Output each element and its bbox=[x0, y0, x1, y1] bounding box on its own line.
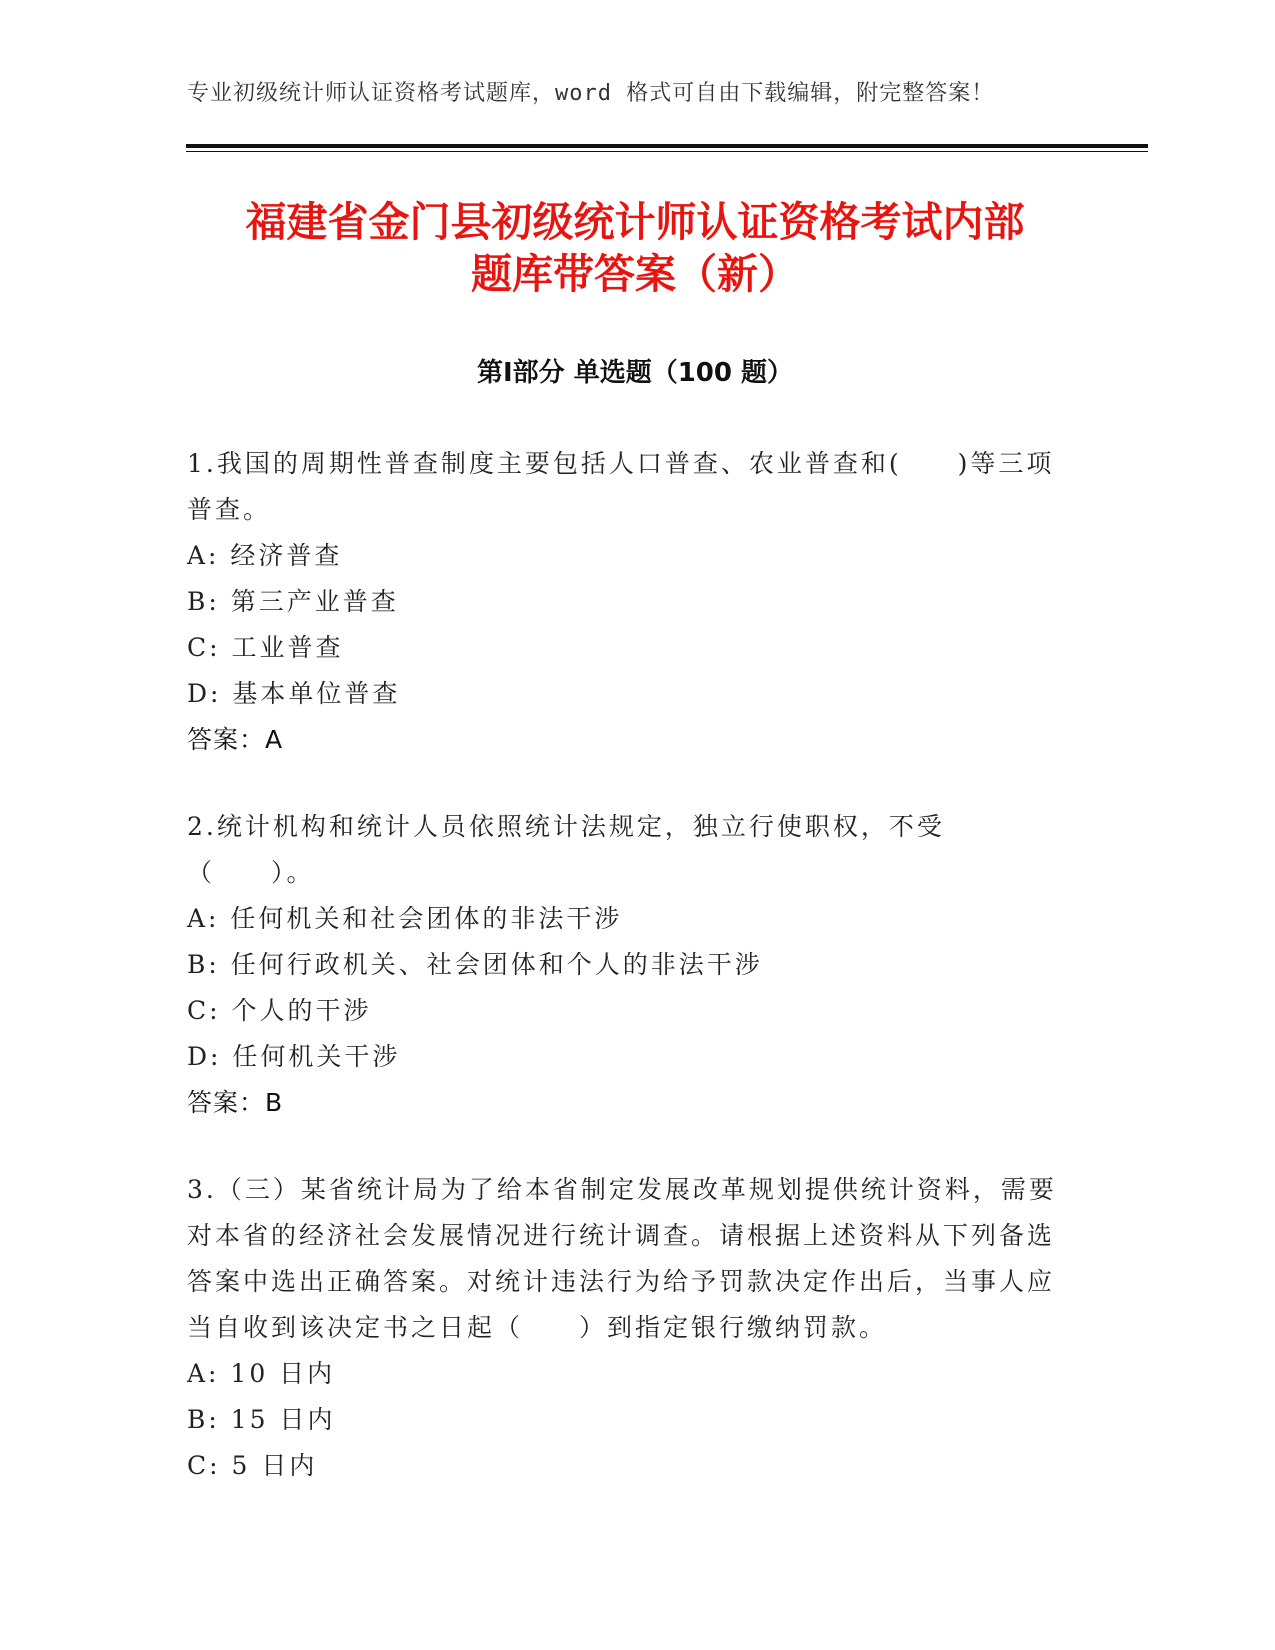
header-note: 专业初级统计师认证资格考试题库，word 格式可自由下载编辑，附完整答案！ bbox=[187, 81, 995, 106]
answer-line: 答案：A bbox=[187, 725, 284, 754]
option-list bbox=[187, 1351, 1057, 1489]
option-b: B: 第三产业普查 bbox=[187, 587, 399, 616]
question-stem: 1.我国的周期性普查制度主要包括人口普查、农业普查和( )等三项普查。 bbox=[187, 449, 1055, 524]
option-c: C: 个人的干涉 bbox=[187, 996, 372, 1025]
option-b: B: 15 日内 bbox=[187, 1405, 336, 1434]
option-a: A: 经济普查 bbox=[187, 541, 343, 570]
document-title bbox=[186, 196, 1084, 300]
option-c: C: 工业普查 bbox=[187, 633, 344, 662]
option-d: D: 任何机关干涉 bbox=[187, 1042, 401, 1071]
document-title-line2: 题库带答案（新） bbox=[471, 250, 799, 298]
document-title-line1: 福建省金门县初级统计师认证资格考试内部 bbox=[245, 198, 1025, 246]
question-item bbox=[187, 1167, 1057, 1489]
option-a: A: 10 日内 bbox=[187, 1359, 336, 1388]
question-item bbox=[187, 804, 1057, 1126]
option-list bbox=[187, 896, 1057, 1080]
question-stem: 2.统计机构和统计人员依照统计法规定，独立行使职权，不受（ ）。 bbox=[187, 812, 945, 887]
header-divider-thick bbox=[186, 144, 1148, 148]
question-item bbox=[187, 441, 1057, 763]
option-a: A: 任何机关和社会团体的非法干涉 bbox=[187, 904, 623, 933]
option-b: B: 任何行政机关、社会团体和个人的非法干涉 bbox=[187, 950, 763, 979]
header-divider-thin bbox=[186, 151, 1148, 152]
answer-line: 答案：B bbox=[187, 1088, 284, 1117]
option-c: C: 5 日内 bbox=[187, 1451, 318, 1480]
option-d: D: 基本单位普查 bbox=[187, 679, 401, 708]
option-list bbox=[187, 533, 1057, 717]
question-stem: 3.（三）某省统计局为了给本省制定发展改革规划提供统计资料，需要对本省的经济社会发展情况进行统计调查。请根据上述资料从下列备选答案中选出正确答案。对统计违法行为给予罚款决定作出后，当事人应当自收到该决定书之日起（ ）到指定银行缴纳罚款。 bbox=[187, 1175, 1057, 1342]
section-title: 第Ⅰ部分 单选题（100 题） bbox=[476, 358, 794, 388]
